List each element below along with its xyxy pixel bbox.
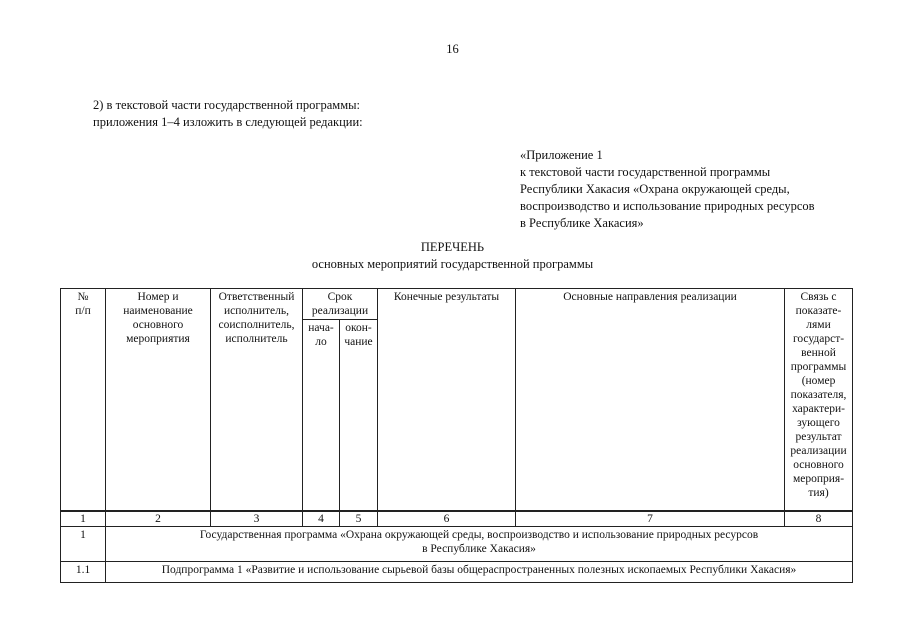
header-line: соисполнитель,: [218, 319, 295, 331]
header-term: [303, 289, 378, 320]
header-line: венной: [801, 347, 836, 359]
appendix-line: «Приложение 1: [520, 148, 603, 162]
intro-text: [93, 97, 363, 131]
header-line: лями: [806, 319, 831, 331]
header-directions: Основные направления реализации: [516, 289, 785, 512]
appendix-line: воспроизводство и использование природных ресурсов: [520, 199, 815, 213]
header-line: реализации: [790, 445, 847, 457]
header-line: Срок: [327, 291, 353, 303]
intro-line: 2) в текстовой части государственной программы:: [93, 98, 360, 112]
column-number: 1: [61, 511, 106, 527]
appendix-line: Республики Хакасия «Охрана окружающей среды,: [520, 182, 790, 196]
column-number: 5: [340, 511, 378, 527]
header-line: чание: [344, 336, 373, 348]
header-line: показателя,: [790, 389, 847, 401]
table-row: [61, 562, 853, 583]
header-line: основного: [793, 459, 844, 471]
column-numbers-row: [61, 511, 853, 527]
intro-line: приложения 1–4 изложить в следующей редакции:: [93, 115, 363, 129]
header-line: характери-: [792, 403, 845, 415]
row-number: 1: [61, 527, 106, 562]
subprogram-title: [106, 562, 853, 583]
header-link: [785, 289, 853, 512]
header-line: Номер и: [137, 291, 179, 303]
heading-subtitle: основных мероприятий государственной программы: [311, 257, 594, 271]
header-line: исполнитель,: [223, 305, 290, 317]
header-line: тия): [808, 487, 829, 499]
header-line: наименование: [123, 305, 193, 317]
column-number: 2: [106, 511, 211, 527]
header-num: [61, 289, 106, 512]
header-line: программы: [790, 361, 847, 373]
events-table: [60, 288, 853, 583]
document-heading: [0, 239, 905, 273]
appendix-line: к текстовой части государственной программы: [520, 165, 771, 179]
program-title-line: Государственная программа «Охрана окружающей среды, воспроизводство и использование природных ресурсов: [199, 529, 759, 541]
header-executor: [211, 289, 303, 512]
header-line: п/п: [75, 305, 91, 317]
table-header-row: [61, 289, 853, 320]
header-line: основного: [132, 319, 184, 331]
header-line: мероприя-: [792, 473, 845, 485]
column-number: 8: [785, 511, 853, 527]
program-title: [106, 527, 853, 562]
header-line: ло: [315, 336, 327, 348]
program-title-line: в Республике Хакасия»: [422, 543, 536, 555]
heading-title: ПЕРЕЧЕНЬ: [420, 240, 485, 254]
header-line: зующего: [797, 417, 840, 429]
subprogram-title-text: Подпрограмма 1 «Развитие и использование сырьевой базы общераспространенных полезных ископаемых Республики Хакасия»: [161, 564, 797, 576]
column-number: 6: [378, 511, 516, 527]
header-line: Ответственный: [218, 291, 295, 303]
header-line: реализации: [311, 305, 369, 317]
header-line: государст-: [792, 333, 845, 345]
header-line: исполнитель: [225, 333, 288, 345]
table-row: [61, 527, 853, 562]
header-line: Связь с: [800, 291, 837, 303]
header-name: [106, 289, 211, 512]
header-line: нача-: [308, 322, 334, 334]
appendix-line: в Республике Хакасия»: [520, 216, 644, 230]
appendix-header: [520, 147, 815, 232]
header-start: [303, 320, 340, 512]
page-number: 16: [446, 42, 459, 56]
header-line: №: [77, 291, 89, 303]
column-number: 4: [303, 511, 340, 527]
header-line: результат: [795, 431, 842, 443]
row-number: 1.1: [61, 562, 106, 583]
header-line: мероприятия: [126, 333, 190, 345]
column-number: 7: [516, 511, 785, 527]
header-results: Конечные результаты: [378, 289, 516, 512]
header-end: [340, 320, 378, 512]
header-line: (номер: [801, 375, 836, 387]
header-line: показате-: [795, 305, 842, 317]
column-number: 3: [211, 511, 303, 527]
header-line: окон-: [345, 322, 372, 334]
